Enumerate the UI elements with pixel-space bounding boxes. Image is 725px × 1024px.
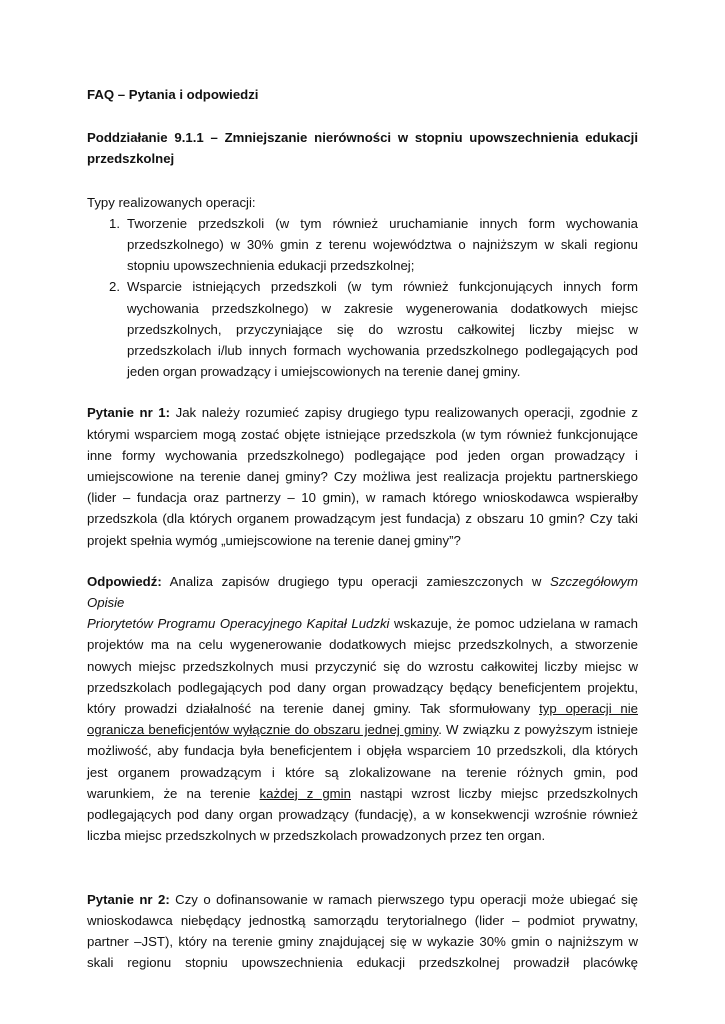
question-2-line [87, 889, 638, 910]
list-text: jeden organ prowadzący i umiejscowionych na terenie danej gminy. [127, 364, 521, 380]
answer-1-line [87, 719, 638, 740]
question-1-line: którymi wsparciem mogą zostać objęte istniejące przedszkola (w tym również funkcjonujące [87, 426, 638, 442]
answer-text: Analiza zapisów drugiego typu operacji zamieszczonych w [161, 573, 551, 589]
list-text: przedszkolnego) w 30% gmin z terenu województwa o najniższym w skali regionu [127, 237, 638, 253]
question-text: Jak należy rozumieć zapisy drugiego typu realizowanych operacji, zgodnie z [170, 405, 639, 421]
list-text: Tworzenie przedszkoli (w tym również uruchamianie innych form wychowania [127, 215, 638, 231]
question-text: Czy o dofinansowanie w ramach pierwszego typu operacji może ubiegać się [169, 891, 639, 907]
answer-1-line [87, 783, 638, 804]
list-text: przedszkolnych, przyczyniające się do wzrostu całkowitej liczby miejsc w [127, 321, 638, 337]
answer-1-line [87, 613, 638, 634]
question-1-line [87, 402, 638, 423]
question-1-line: przedszkola (dla których organem prowadzącym jest fundacja) z obszaru 10 gmin? Czy taki [87, 511, 638, 527]
spacer [87, 382, 638, 402]
answer-text: nastąpi wzrost liczby miejsc przedszkolnych [350, 785, 638, 801]
answer-1-line [87, 698, 638, 719]
answer-text: . W związku z powyższym istnieje [438, 722, 638, 738]
list-text: wychowania przedszkolnego) w zakresie wygenerowania dodatkowych miejsc [127, 300, 638, 316]
answer-1-line: projektów ma na celu wygenerowanie dodatkowych miejsc przedszkolnych, a stworzenie [87, 637, 638, 653]
answer-1-line: jest organem prowadzącym i które są zlokalizowane na terenie różnych gmin, pod [87, 764, 638, 780]
answer-1-line: liczba miejsc przedszkolnych w przedszkolach prowadzonych przez ten organ. [87, 828, 546, 844]
answer-1-line: przedszkolach podlegających pod dany organ prowadzący będący beneficjentem projektu, [87, 679, 638, 695]
list-item-1 [87, 213, 638, 277]
spacer [87, 847, 638, 889]
list-text: stopniu upowszechnienia edukacji przedszkolnej; [127, 258, 415, 274]
subtitle-line-2: przedszkolnej [87, 151, 175, 167]
list-number: 1. [109, 215, 120, 231]
question-1 [87, 402, 638, 550]
question-1-line: inne formy wychowania przedszkolnego) podlegające pod jeden organ prowadzący i [87, 447, 638, 463]
answer-text: który prowadzi działalność na terenie danej gminy. Tak sformułowany [87, 701, 540, 717]
question-label: Pytanie nr 2: [87, 891, 170, 907]
answer-label: Odpowiedź: [87, 573, 162, 589]
types-intro: Typy realizowanych operacji: [87, 194, 256, 210]
question-label: Pytanie nr 1: [87, 405, 171, 421]
answer-emphasis: Szczegółowym Opisie [87, 573, 638, 611]
question-2-line: partner –JST), który na terenie gminy znajdującej się w wykazie 30% gmin o najniższym w [87, 933, 638, 949]
answer-underline: ogranicza beneficjentów wyłącznie do obszaru jednej gminy [87, 722, 439, 738]
question-1-line: (lider – fundacja oraz partnerzy – 10 gmin), w ramach którego wnioskodawca wspierałby [87, 490, 638, 506]
answer-1-line: nowych miejsc przedszkolnych musi przyczynić się do wzrostu całkowitej liczby miejsc w [87, 658, 638, 674]
list-text: przedszkolach i/lub innych formach wychowania przedszkolnego podlegających pod [127, 343, 638, 359]
question-2 [87, 889, 638, 974]
answer-1-line: możliwość, aby fundacja była beneficjentem i objęła wsparciem 10 przedszkoli, dla których [87, 743, 638, 759]
question-1-line: projekt spełnia wymóg „umiejscowione na terenie danej gminy”? [87, 532, 461, 548]
page-title: FAQ – Pytania i odpowiedzi [87, 87, 259, 102]
list-text: Wsparcie istniejących przedszkoli (w tym również funkcjonujących innych form [127, 279, 638, 295]
list-item-2 [87, 276, 638, 382]
spacer [87, 551, 638, 571]
answer-underline: typ operacji nie [539, 701, 639, 717]
spacer [87, 170, 638, 192]
answer-1-line [87, 571, 638, 613]
answer-underline: każdej z gmin [259, 785, 351, 801]
question-2-line: wnioskodawca niebędący jednostką samorządu terytorialnego (lider – podmiot prywatny, [87, 912, 638, 928]
subtitle-line-1: Poddziałanie 9.1.1 – Zmniejszanie nierówności w stopniu upowszechnienia edukacji [87, 130, 638, 146]
answer-text: warunkiem, że na terenie [87, 785, 260, 801]
question-2-line: skali regionu stopniu upowszechnienia edukacji przedszkolnej prowadził placówkę [87, 955, 638, 971]
answer-text: wskazuje, że pomoc udzielana w ramach [389, 616, 638, 632]
list-number: 2. [109, 279, 120, 295]
question-1-line: umiejscowione na terenie danej gminy? Czy możliwa jest realizacja projektu partnerskiego [87, 469, 638, 485]
spacer [87, 105, 638, 127]
answer-1 [87, 571, 638, 847]
answer-emphasis: Priorytetów Programu Operacyjnego Kapitał Ludzki [87, 616, 390, 632]
answer-1-line: podlegających pod dany organ prowadzący (fundację), a w konsekwencji wzrośnie również [87, 807, 638, 823]
